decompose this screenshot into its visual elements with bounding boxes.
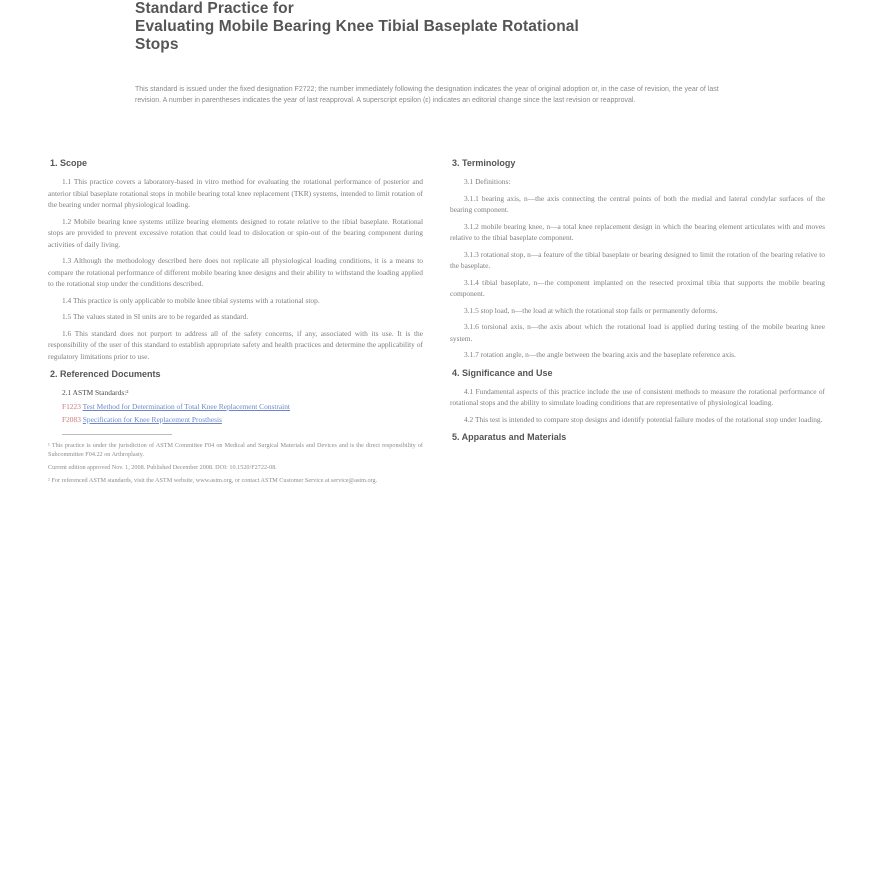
paragraph: 3.1.4 tibial baseplate, n—the component implanted on the resected proximal tibia that supports the mobile bearing component. bbox=[450, 277, 825, 298]
section-heading: 3. Terminology bbox=[452, 158, 516, 168]
reference-text: 2.1 ASTM Standards:² bbox=[62, 388, 129, 397]
reference-number: F2083 bbox=[62, 415, 81, 424]
section-heading: 1. Scope bbox=[50, 158, 88, 168]
footnote: ² For referenced ASTM standards, visit the ASTM website, www.astm.org, or contact ASTM Customer Service at service@astm.org. bbox=[48, 476, 378, 484]
reference-item bbox=[48, 401, 423, 413]
paragraph: 3.1.1 bearing axis, n—the axis connecting the central points of both the medial and lateral condylar surfaces of the bearing component. bbox=[450, 193, 825, 214]
section-heading: 2. Referenced Documents bbox=[50, 369, 161, 379]
reference-item bbox=[48, 414, 423, 426]
paragraph: 3.1.3 rotational stop, n—a feature of the tibial baseplate or bearing designed to limit the rotation of the bearing relative to the baseplate. bbox=[450, 249, 825, 270]
paragraph: 1.3 Although the methodology described here does not replicate all physiological loading conditions, it is a means to compare the rotational performance of different mobile bearing knee designs and their ability to withstand the loading applied to the rotational stop under the conditions described. bbox=[48, 256, 423, 288]
reference-link[interactable]: Test Method for Determination of Total Knee Replacement Constraint bbox=[82, 401, 290, 411]
title-block bbox=[135, 0, 755, 54]
right-column bbox=[450, 152, 825, 450]
title-line: Evaluating Mobile Bearing Knee Tibial Baseplate Rotational bbox=[135, 18, 579, 35]
paragraph: 3.1 Definitions: bbox=[464, 177, 511, 186]
title-line: Stops bbox=[135, 36, 179, 53]
reference-link[interactable]: Specification for Knee Replacement Prosthesis bbox=[82, 415, 222, 424]
paragraph: 1.2 Mobile bearing knee systems utilize bearing elements designed to rotate relative to the tibial baseplate. Rotational stops are provided to prevent excessive rotation that could lead to dislocation or spin-out of the bearing component during activities of daily living. bbox=[48, 216, 423, 249]
paragraph: 1.6 This standard does not purport to address all of the safety concerns, if any, associated with its use. It is the responsibility of the user of this standard to establish appropriate safety and health practices and determine the applicability of regulatory limitations prior to use. bbox=[48, 328, 423, 361]
reference-number: F1223 bbox=[62, 401, 81, 411]
section-heading: 5. Apparatus and Materials bbox=[452, 432, 567, 442]
footnote: Current edition approved Nov. 1, 2008. Published December 2008. DOI: 10.1520/F2722-08. bbox=[48, 463, 277, 471]
section-heading: 4. Significance and Use bbox=[452, 367, 553, 378]
abstract-note: This standard is issued under the fixed designation F2722; the number immediately following the designation indicates the year of original adoption or, in the case of revision, the year of last revision. A number in parentheses indicates the year of last reapproval. A superscript epsilon (ε) indicates an editorial change since the last revision or reapproval. bbox=[135, 86, 719, 104]
paragraph: 4.1 Fundamental aspects of this practice include the use of consistent methods to measure the rotational performance of rotational stops and the ability to simulate loading conditions that are representative of physiological loading. bbox=[450, 386, 825, 407]
paragraph: 3.1.6 torsional axis, n—the axis about which the rotational load is applied during testing of the mobile bearing knee system. bbox=[450, 322, 825, 343]
paragraph: 1.4 This practice is only applicable to mobile knee tibial systems with a rotational stop. bbox=[62, 295, 320, 305]
title-line: Standard Practice for bbox=[135, 0, 294, 17]
paragraph: 1.5 The values stated in SI units are to be regarded as standard. bbox=[62, 312, 249, 321]
left-column bbox=[48, 152, 423, 489]
paragraph: 4.2 This test is intended to compare stop designs and identify potential failure modes of the rotational stop under loading. bbox=[464, 414, 823, 424]
footnote-divider bbox=[62, 434, 172, 435]
paragraph: 3.1.2 mobile bearing knee, n—a total knee replacement design in which the bearing element articulates with and moves relative to the tibial baseplate component. bbox=[450, 221, 825, 242]
reference-item bbox=[48, 387, 423, 399]
footnote: ¹ This practice is under the jurisdiction of ASTM Committee F04 on Medical and Surgical Materials and Devices and is the direct responsibility of Subcommittee F04.22 on Arthroplasty. bbox=[48, 441, 423, 458]
paragraph: 3.1.7 rotation angle, n—the angle between the bearing axis and the baseplate reference axis. bbox=[464, 350, 736, 359]
paragraph: 1.1 This practice covers a laboratory-based in vitro method for evaluating the rotational performance of posterior and anterior tibial baseplate rotational stops in mobile bearing total knee replacement (TKR) systems, intended to limit rotation of the bearing under normal physiological loading. bbox=[48, 177, 423, 209]
paragraph: 3.1.5 stop load, n—the load at which the rotational stop fails or permanently deforms. bbox=[464, 305, 718, 315]
